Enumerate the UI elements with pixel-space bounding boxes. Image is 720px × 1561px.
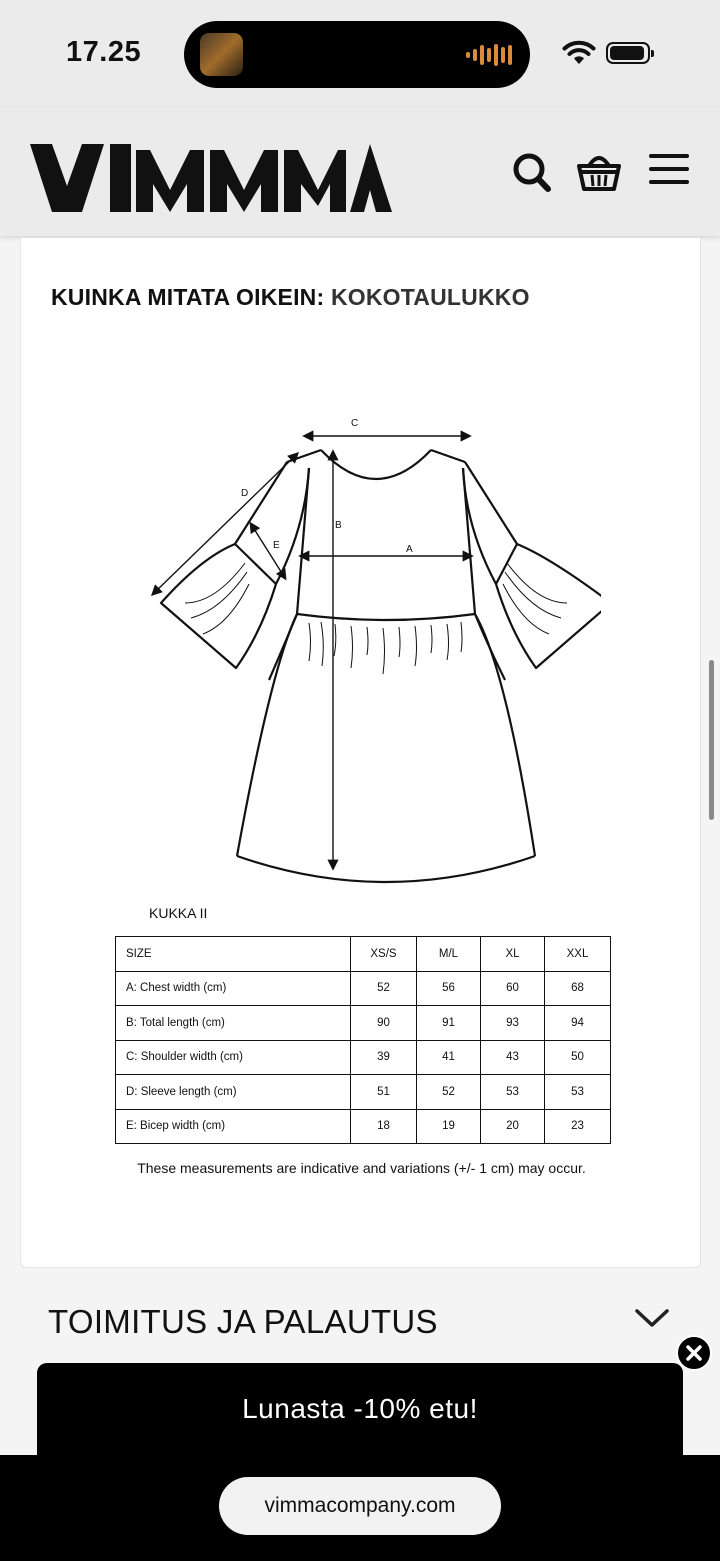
address-url: vimmacompany.com [264,1494,456,1517]
size-table [115,936,611,1144]
search-icon[interactable] [512,152,552,194]
close-promo-button[interactable] [676,1335,712,1371]
table-cell: B: Total length (cm) [116,1006,351,1041]
table-cell: 56 [417,971,481,1006]
table-cell: 20 [481,1109,545,1144]
table-cell: E: Bicep width (cm) [116,1109,351,1144]
table-cell: C: Shoulder width (cm) [116,1040,351,1075]
table-cell: D: Sleeve length (cm) [116,1075,351,1110]
table-row [116,1040,611,1075]
table-cell: 53 [545,1075,611,1110]
promo-text: Lunasta -10% etu! [242,1393,478,1424]
table-cell: 19 [417,1109,481,1144]
size-guide-card [20,238,701,1268]
table-cell: 52 [351,971,417,1006]
label-c: C [351,418,359,429]
table-row [116,1109,611,1144]
status-bar [0,0,720,108]
scrollbar-thumb[interactable] [709,660,714,820]
heading-bold-part: KUINKA MITATA OIKEIN: [51,284,325,310]
table-cell: 39 [351,1040,417,1075]
table-header-row [116,937,611,972]
accordion-title: TOIMITUS JA PALAUTUS [48,1303,438,1340]
now-playing-artwork [200,33,243,76]
menu-icon[interactable] [648,153,690,185]
basket-icon[interactable] [577,152,621,192]
discount-promo-banner[interactable] [37,1363,683,1463]
table-cell: 23 [545,1109,611,1144]
table-header-cell: SIZE [116,937,351,972]
table-cell: 91 [417,1006,481,1041]
table-cell: 51 [351,1075,417,1110]
table-cell: 18 [351,1109,417,1144]
table-cell: 53 [481,1075,545,1110]
table-cell: 68 [545,971,611,1006]
table-row [116,971,611,1006]
model-name: KUKKA II [149,905,208,921]
address-bar[interactable] [219,1477,501,1535]
table-cell: 50 [545,1040,611,1075]
label-e: E [273,540,280,551]
table-cell: 90 [351,1006,417,1041]
table-header-cell: M/L [417,937,481,972]
table-cell: A: Chest width (cm) [116,971,351,1006]
dress-measurement-diagram [121,408,601,888]
shipping-returns-accordion[interactable] [20,1275,700,1365]
size-guide-heading [51,284,530,311]
table-header-cell: XXL [545,937,611,972]
table-header-cell: XS/S [351,937,417,972]
vimma-logo[interactable] [30,140,392,216]
audio-waveform-icon [466,43,512,67]
browser-bottom-bar [0,1455,720,1561]
table-cell: 60 [481,971,545,1006]
label-b: B [335,520,342,531]
label-d: D [241,488,249,499]
table-row [116,1006,611,1041]
table-row [116,1075,611,1110]
table-cell: 41 [417,1040,481,1075]
close-icon [678,1337,710,1369]
dynamic-island[interactable] [184,21,530,88]
battery-icon [606,42,650,64]
chevron-down-icon[interactable] [634,1307,670,1329]
table-cell: 52 [417,1075,481,1110]
measurement-note: These measurements are indicative and variations (+/- 1 cm) may occur. [137,1160,586,1176]
table-cell: 43 [481,1040,545,1075]
site-header [0,108,720,236]
table-cell: 93 [481,1006,545,1041]
label-a: A [406,544,413,555]
wifi-icon [562,40,596,66]
status-time: 17.25 [66,36,142,68]
heading-light-part: KOKOTAULUKKO [330,284,530,310]
table-header-cell: XL [481,937,545,972]
table-cell: 94 [545,1006,611,1041]
